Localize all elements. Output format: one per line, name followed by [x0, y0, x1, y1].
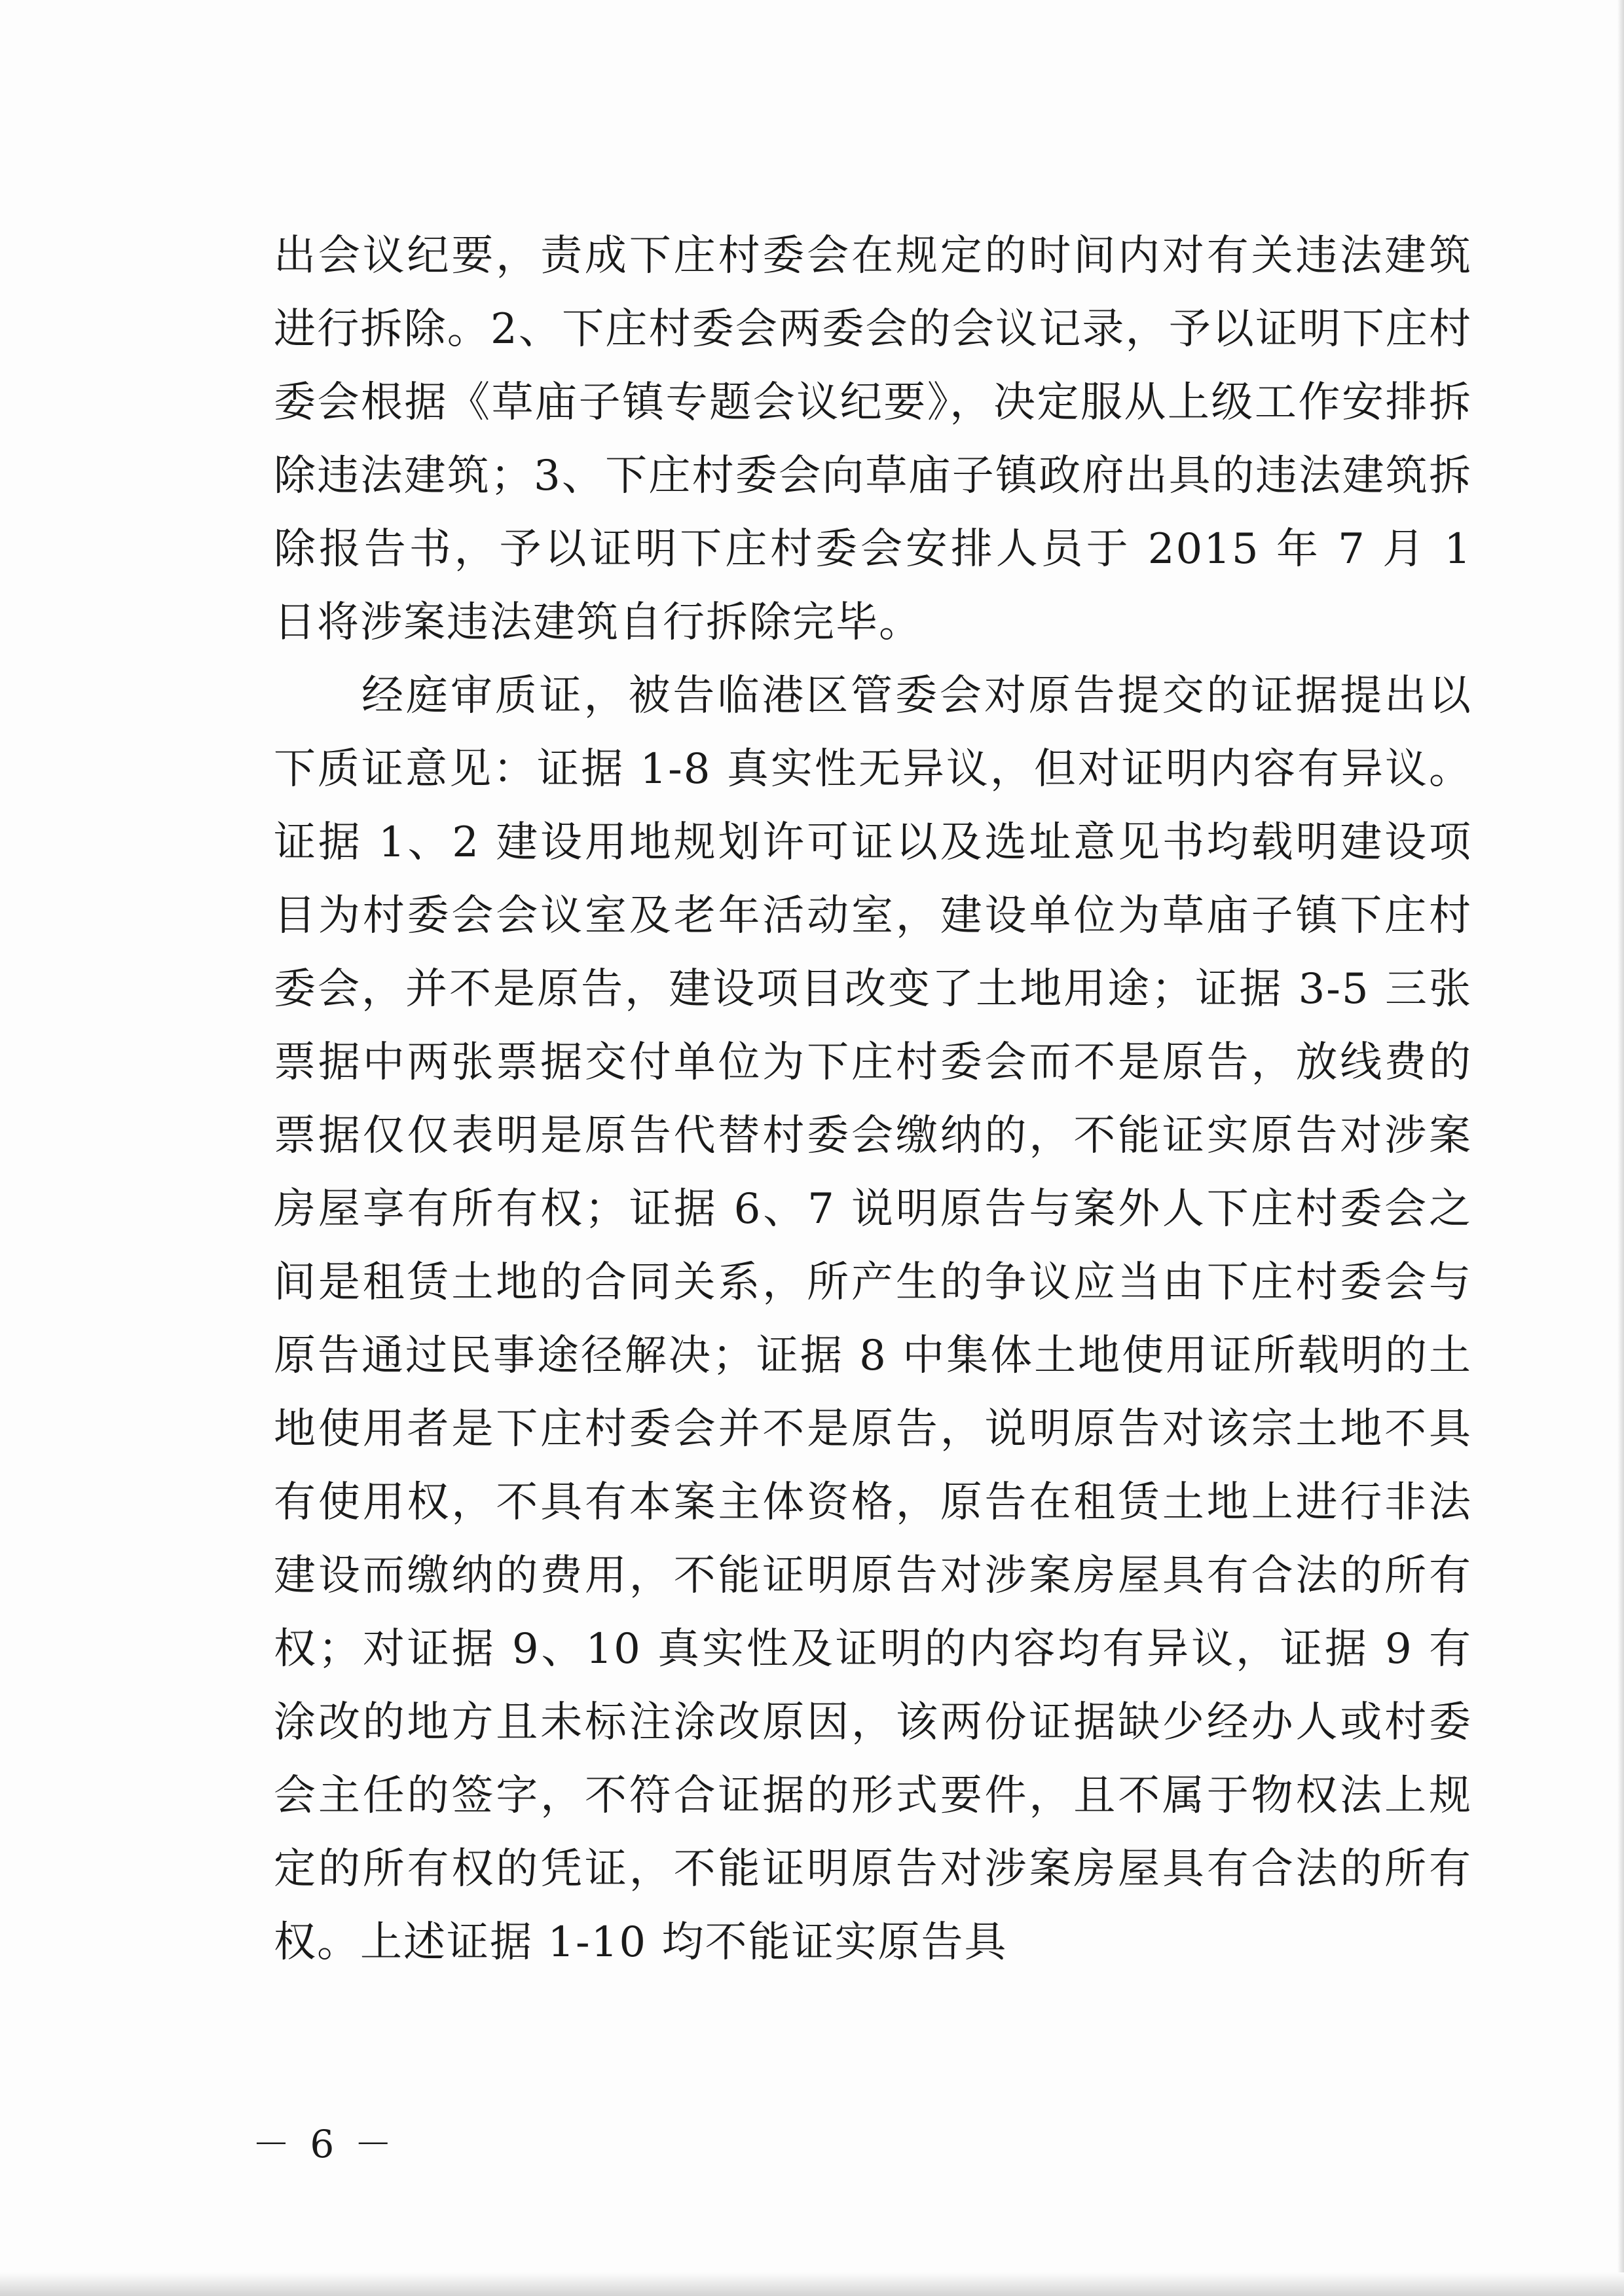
- page-edge-shadow-right: [1617, 0, 1624, 2296]
- document-body: [274, 219, 1472, 1979]
- paragraph-cross-examination: 经庭审质证，被告临港区管委会对原告提交的证据提出以下质证意见：证据 1-8 真实性无异议，但对证明内容有异议。证据 1、2 建设用地规划许可证以及选址意见书均载明建设项目为村委会会议室及老年活动室，建设单位为草庙子镇下庄村委会，并不是原告，建设项目改变了土地用途；证据 3-5 三张票据中两张票据交付单位为下庄村委会而不是原告，放线费的票据仅仅表明是原告代替村委会缴纳的，不能证实原告对涉案房屋享有所有权；证据 6、7 说明原告与案外人下庄村委会之间是租赁土地的合同关系，所产生的争议应当由下庄村委会与原告通过民事途径解决；证据 8 中集体土地使用证所载明的土地使用者是下庄村委会并不是原告，说明原告对该宗土地不具有使用权，不具有本案主体资格，原告在租赁土地上进行非法建设而缴纳的费用，不能证明原告对涉案房屋具有合法的所有权；对证据 9、10 真实性及证明的内容均有异议，证据 9 有涂改的地方且未标注涂改原因，该两份证据缺少经办人或村委会主任的签字，不符合证据的形式要件，且不属于物权法上规定的所有权的凭证，不能证明原告对涉案房屋具有合法的所有权。上述证据 1-10 均不能证实原告具: [274, 672, 1472, 1967]
- page-edge-shadow-bottom: [0, 2272, 1624, 2296]
- paragraph-continuation: 出会议纪要，责成下庄村委会在规定的时间内对有关违法建筑进行拆除。2、下庄村委会两委会的会议记录，予以证明下庄村委会根据《草庙子镇专题会议纪要》，决定服从上级工作安排拆除违法建筑；3、下庄村委会向草庙子镇政府出具的违法建筑拆除报告书，予以证明下庄村委会安排人员于 2015 年 7 月 1 日将涉案违法建筑自行拆除完毕。: [274, 232, 1472, 647]
- page-number: － 6 －: [252, 2122, 396, 2166]
